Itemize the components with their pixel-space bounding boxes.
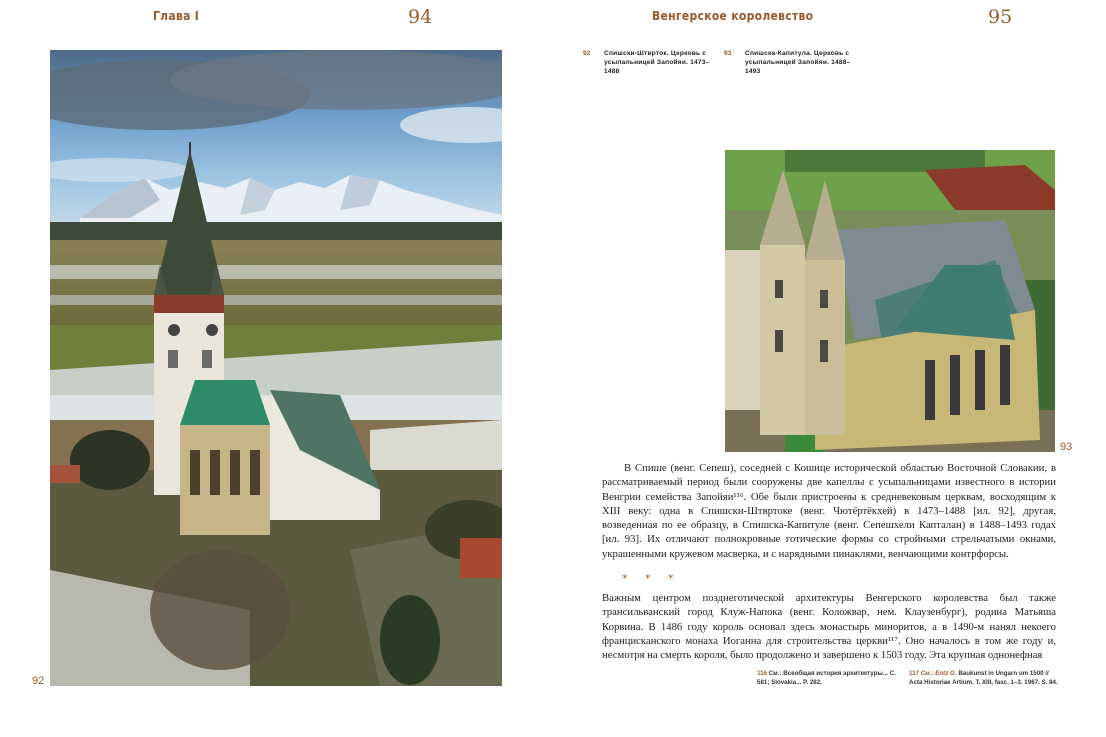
- right-page-number: 95: [988, 6, 1013, 28]
- paragraph-2-text: Важным центром позднеготической архитектуры Венгерского королевства был также трансильванский город Клуж-Напока (венг. Коложвар, нем. Клаузенбург), родина Матьяша Корвина. В 1486 году король основал здесь монастырь миноритов, а в 1490-м нанял некоего францисканского монаха Иоганна для строительства церкви¹¹⁷. Оно началось в том же году и, несмотря на смерть короля, было продолжено и завершено к 1503 году. Эта крупная однонефная: [602, 592, 1056, 662]
- caption-92-number: 92: [583, 50, 591, 57]
- footnote-116-number: 116: [757, 670, 767, 677]
- paragraph-1-text: В Спише (венг. Сепеш), соседней с Кошице исторической областью Восточной Словакии, в рассматриваемый период были сооружены две капеллы с усыпальницами известного в истории Венгрии семейства Запойяи¹¹⁶. Обе были пристроены к средневековым церквам, восходящим к XIII веку: одна в Спишски-Штвртоке (венг. Чютёртёкхей) в 1473–1488 [ил. 92], другая, возведенная по ее образцу, в Спишска-Капитуле (венг. Сепешхели Капталан) в 1488–1493 годах [ил. 93]. Их отличают полнокровные готические формы со стройными стрельчатыми окнами, украшенными кружевом масверка, и с нарядными пинаклями, венчающими контрфорсы.: [602, 462, 1056, 560]
- church-spisska-kapitula-illustration: [725, 150, 1055, 452]
- paragraph-cluj-napoca: [602, 591, 1056, 662]
- figure-92-church-photo: [50, 50, 502, 686]
- caption-92-text: Спишски-Штврток. Церковь с усыпальницей Запойяи. 1473–1488: [604, 50, 710, 75]
- footnote-117-text: Baukunst in Ungarn um 1500 // Acta Historiae Artium. T. XIII, fasc. 1–3. 1967. S. 84.: [909, 670, 1058, 686]
- caption-93-number: 93: [724, 50, 732, 57]
- caption-93-text: Спишска-Капитула. Церковь с усыпальницей Запойяи. 1488–1493: [745, 50, 851, 75]
- figure-93-church-photo: [725, 150, 1055, 452]
- right-section-header: Венгерское королевство: [652, 9, 814, 23]
- footnote-117-number: 117: [909, 670, 919, 677]
- paragraph-spis-chapels: [602, 461, 1056, 561]
- figure-92-number: 92: [32, 675, 45, 687]
- footnote-116-text: См.: Всеобщая история архитектуры... С. 581; Slovakia... P. 282.: [757, 670, 896, 686]
- footnote-117-author: См.: Entz G.: [920, 670, 957, 677]
- section-divider-stars: * * *: [622, 572, 681, 585]
- left-chapter-header: Глава I: [153, 9, 200, 23]
- footnote-116: [757, 669, 903, 687]
- church-spisske-stvrtok-illustration: [50, 50, 502, 686]
- footnote-117: [909, 669, 1059, 687]
- figure-93-number: 93: [1060, 441, 1073, 453]
- left-page-number: 94: [408, 6, 433, 28]
